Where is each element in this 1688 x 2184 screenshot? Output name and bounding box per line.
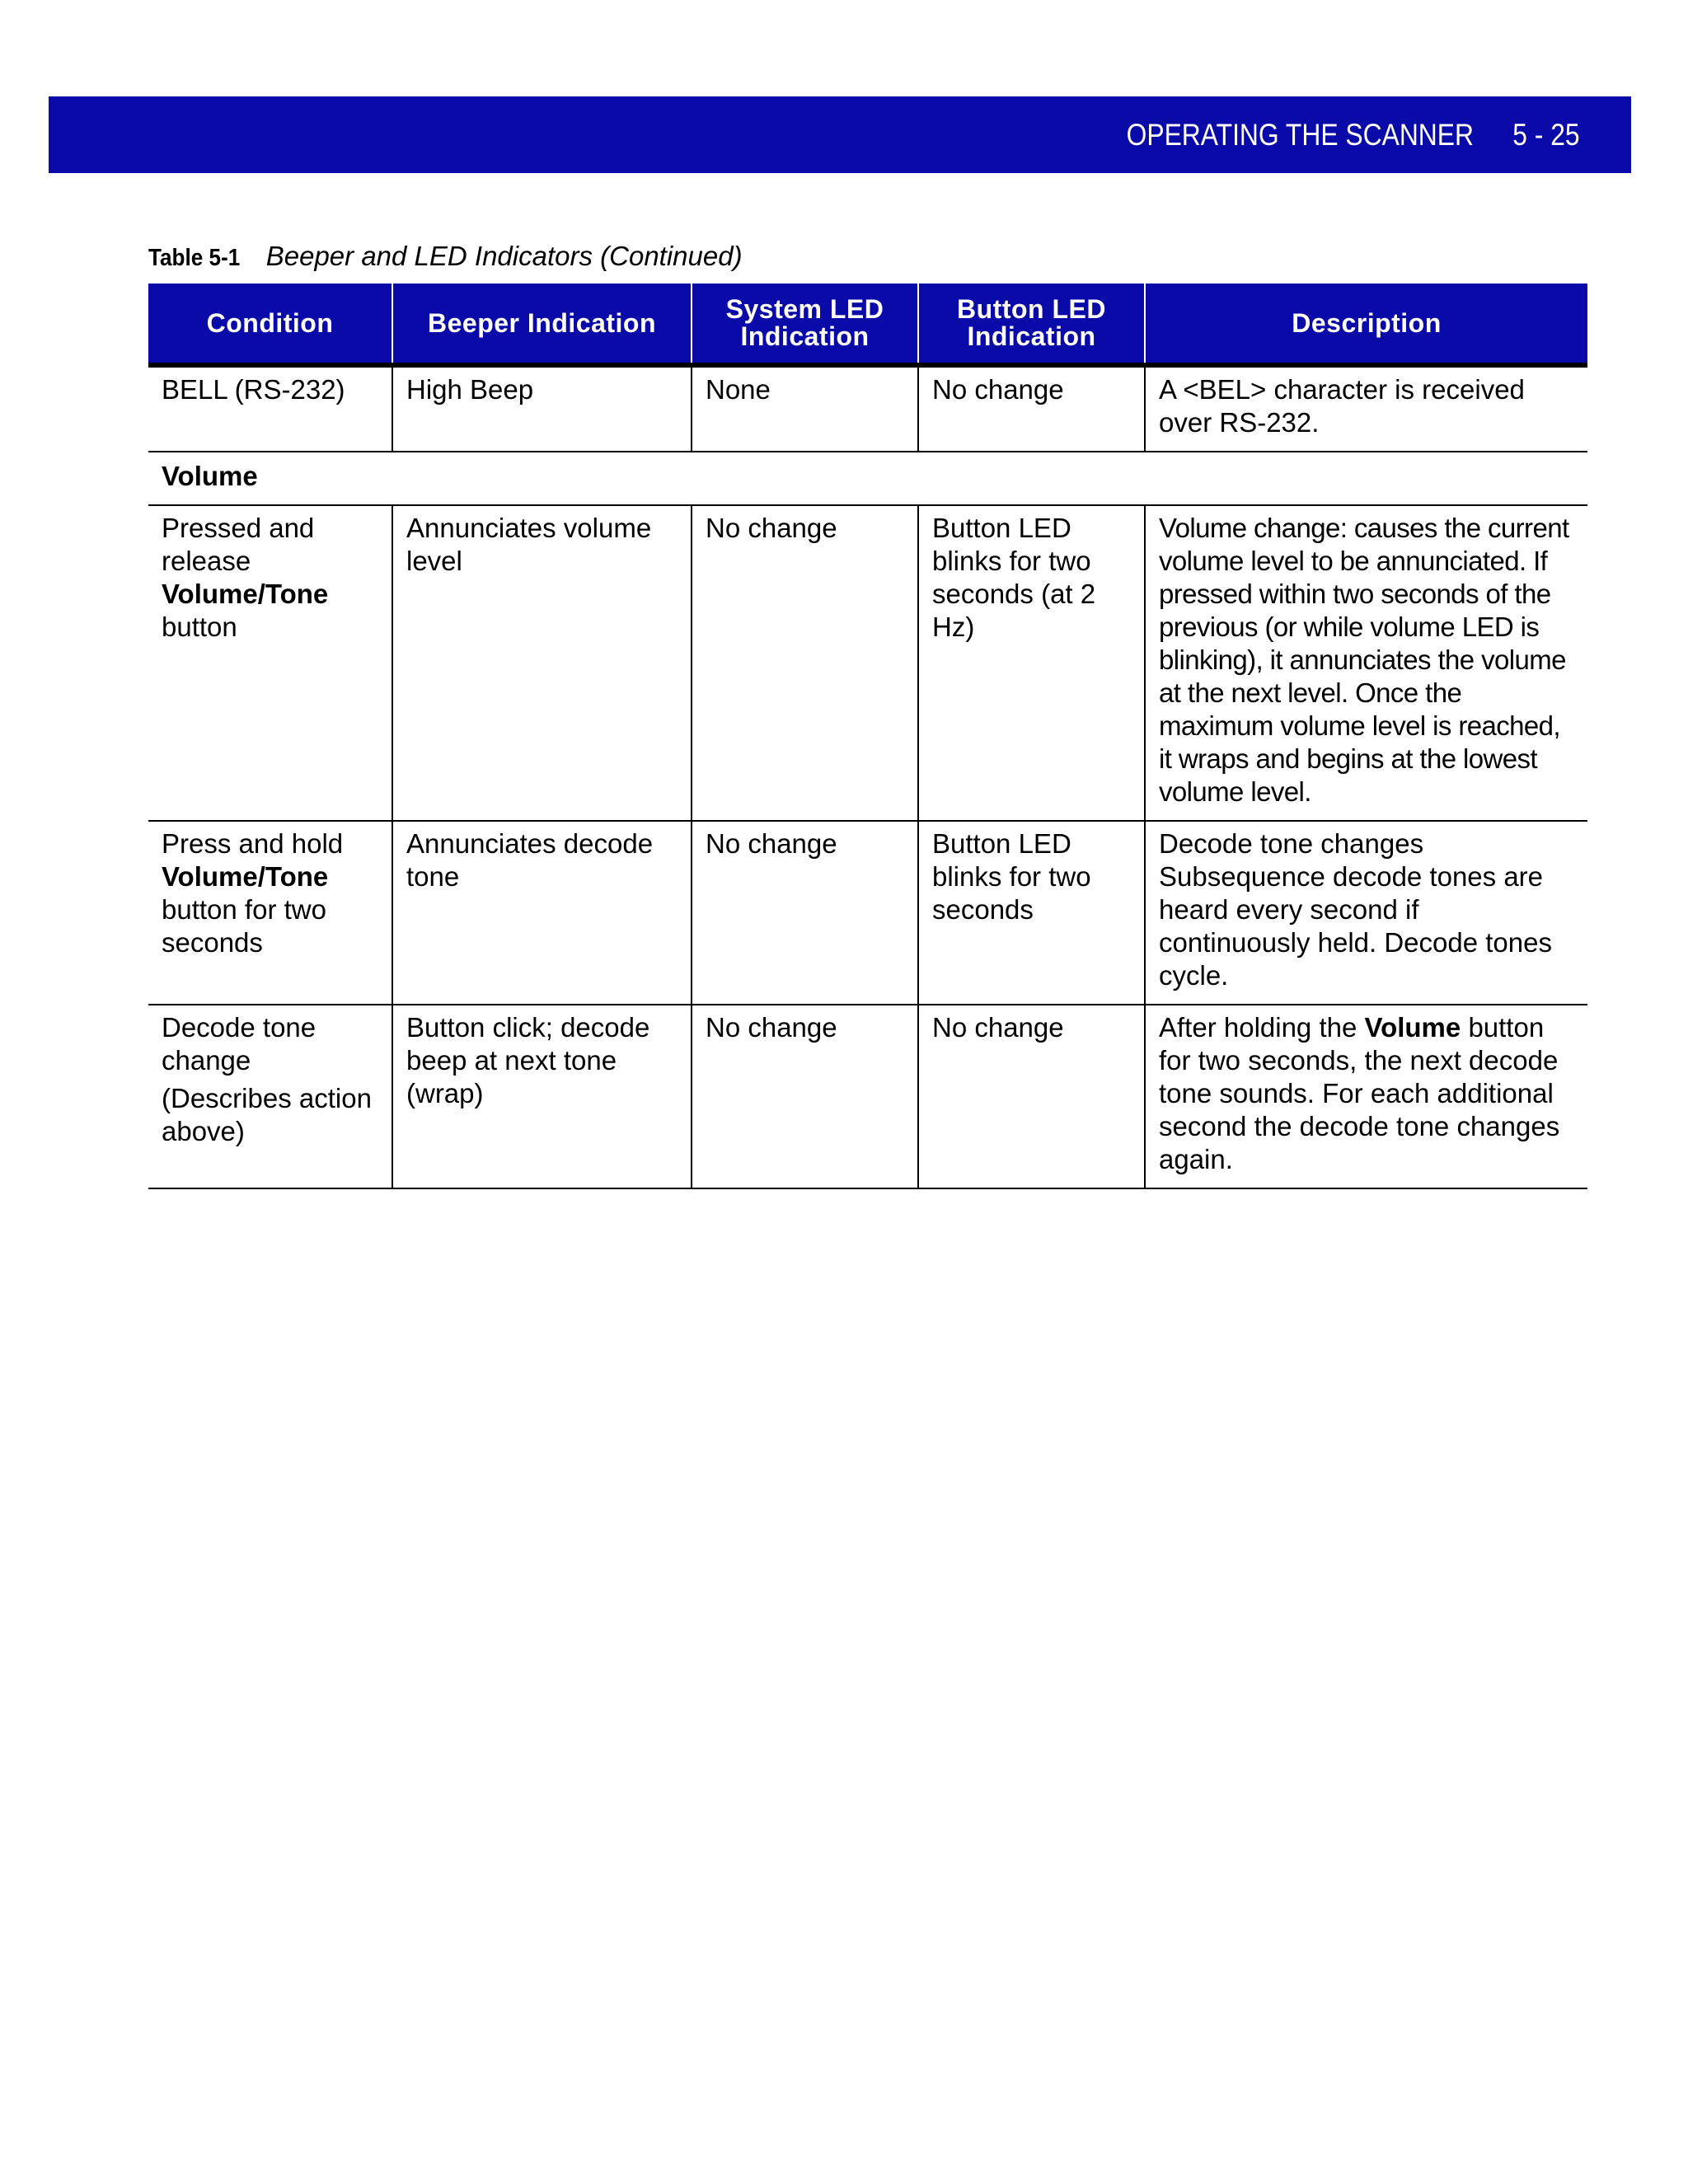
cell-system-led: No change: [692, 821, 918, 1005]
col-header-description: [1145, 284, 1587, 365]
description-text: button for two seconds, the next decode tone sounds. For each additional second the decode tone changes again.: [1159, 1012, 1560, 1174]
table-section-row: [148, 452, 1587, 505]
table-caption: [148, 241, 743, 272]
cell-system-led: No change: [692, 1005, 918, 1188]
col-header-beeper: [392, 284, 692, 365]
cell-description: A <BEL> character is received over RS-232.: [1145, 365, 1587, 452]
cell-description: Decode tone changes Subsequence decode tones are heard every second if continuously held. Decode tones cycle.: [1145, 821, 1587, 1005]
description-text: After holding the: [1159, 1012, 1357, 1043]
condition-button-name: Volume/Tone: [162, 579, 329, 609]
description-button-name: Volume: [1364, 1012, 1461, 1043]
condition-note: (Describes action above): [162, 1083, 372, 1146]
condition-text: button: [162, 612, 237, 642]
cell-button-led: Button LED blinks for two seconds (at 2 Hz): [918, 505, 1145, 821]
cell-condition: [148, 1005, 392, 1188]
table-title: Beeper and LED Indicators (Continued): [265, 241, 743, 271]
cell-beeper: Annunciates volume level: [392, 505, 692, 821]
cell-button-led: No change: [918, 365, 1145, 452]
header-line: Description: [1292, 307, 1442, 338]
header-line: Condition: [206, 307, 334, 338]
cell-description: Volume change: causes the current volume level to be annunciated. If pressed within two seconds of the previous (or while volume LED is blinking), it annunciates the volume at the next level. Once the maximum volume level is reached, it wraps and begins at the lowest volume level.: [1145, 505, 1587, 821]
col-header-condition: [148, 284, 392, 365]
condition-text: button for two seconds: [162, 894, 326, 958]
cell-beeper: Annunciates decode tone: [392, 821, 692, 1005]
running-header: [49, 96, 1631, 173]
col-header-button-led: [918, 284, 1145, 365]
condition-text: Press and hold: [162, 828, 344, 859]
header-line: Button LED: [957, 294, 1106, 324]
condition-text: Pressed and release: [162, 513, 315, 576]
table-number: Table 5-1: [148, 245, 241, 271]
header-line: Indication: [740, 321, 870, 351]
table-header-row: [148, 284, 1587, 365]
condition-button-name: Volume/Tone: [162, 861, 329, 892]
col-header-system-led: [692, 284, 918, 365]
cell-beeper: Button click; decode beep at next tone (wrap): [392, 1005, 692, 1188]
table-row-tone-change: [148, 1005, 1587, 1188]
table-row-press-release: [148, 505, 1587, 821]
cell-button-led: Button LED blinks for two seconds: [918, 821, 1145, 1005]
cell-button-led: No change: [918, 1005, 1145, 1188]
cell-system-led: None: [692, 365, 918, 452]
cell-description: [1145, 1005, 1587, 1188]
cell-system-led: No change: [692, 505, 918, 821]
section-label-volume: Volume: [148, 452, 1587, 505]
beeper-led-table: [148, 284, 1587, 1189]
header-line: Beeper Indication: [428, 307, 656, 338]
header-line: Indication: [967, 321, 1096, 351]
table-row-press-hold: [148, 821, 1587, 1005]
condition-text: Decode tone change: [162, 1012, 316, 1076]
chapter-title: OPERATING THE SCANNER: [1126, 117, 1475, 152]
page-number: 5 - 25: [1512, 117, 1580, 152]
header-line: System LED: [725, 294, 884, 324]
cell-condition: [148, 821, 392, 1005]
cell-beeper: High Beep: [392, 365, 692, 452]
cell-condition: BELL (RS-232): [148, 365, 392, 452]
cell-condition: [148, 505, 392, 821]
table-row-bell: [148, 365, 1587, 452]
